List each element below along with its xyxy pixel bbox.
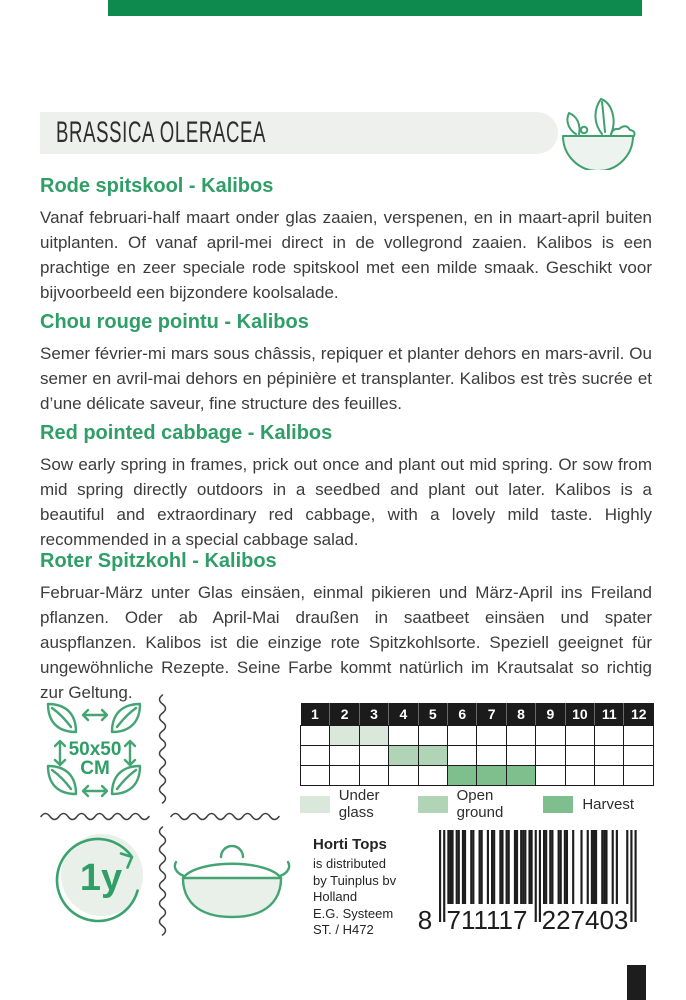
calendar-cell bbox=[565, 746, 594, 766]
section-body-french: Semer février-mi mars sous châssis, repiquer et planter dehors en mars-avril. Ou semer en avril-mai dehors en pépinière et transplanter. Kalibos est très sucrée et d’une délicate saveur, fine structure des feuilles. bbox=[40, 344, 652, 413]
calendar-month-cell: 11 bbox=[595, 703, 624, 726]
calendar-cell bbox=[448, 766, 477, 786]
brand-color-bar bbox=[108, 0, 642, 16]
legend-label: Under glass bbox=[338, 787, 380, 821]
distributor-line: is distributed bbox=[313, 856, 386, 871]
annual-cycle-label: 1y bbox=[79, 857, 123, 899]
calendar-month-cell: 5 bbox=[418, 703, 447, 726]
calendar-cell bbox=[477, 746, 506, 766]
calendar-cell bbox=[595, 766, 624, 786]
distributor-info bbox=[313, 836, 396, 939]
distributor-line: by Tuinplus bv bbox=[313, 872, 397, 888]
calendar-cell bbox=[330, 766, 359, 786]
section-heading-german: Roter Spitzkohl - Kalibos bbox=[40, 550, 277, 572]
calendar-cell bbox=[565, 726, 594, 746]
calendar-month-cell: 9 bbox=[536, 703, 565, 726]
legend-swatch bbox=[300, 796, 330, 813]
divider-wavy-horizontal bbox=[170, 812, 288, 821]
calendar-cell bbox=[389, 726, 418, 746]
calendar-row-open_ground bbox=[301, 746, 654, 766]
spacing-value-label: 50x50 bbox=[68, 739, 122, 760]
barcode-digits: 227403 bbox=[541, 905, 629, 933]
calendar-cell bbox=[536, 746, 565, 766]
calendar-month-cell: 12 bbox=[624, 703, 654, 726]
section-english bbox=[40, 421, 652, 552]
calendar-month-cell: 2 bbox=[330, 703, 359, 726]
calendar-cell bbox=[506, 746, 535, 766]
legend-item-open_ground bbox=[418, 787, 543, 821]
calendar-cell bbox=[506, 766, 535, 786]
calendar-cell bbox=[301, 766, 330, 786]
calendar-month-cell: 7 bbox=[477, 703, 506, 726]
calendar-body bbox=[301, 726, 654, 786]
section-body-german: Februar-März unter Glas einsäen, einmal pikieren und März-April ins Freiland pflanzen. Oder ab April-Mai draußen in saatbeet einsäen und spater auspflanzen. Kalibos ist die einzige rote Spitzkohlsorte. Speziell geeignet für ungewöhnliche Rezepte. Seine Farbe kommt natürlich im Krautsalat so richtig zur Geltung. bbox=[40, 583, 652, 702]
cooking-pot-icon bbox=[172, 840, 292, 925]
section-german bbox=[40, 549, 652, 705]
calendar-cell bbox=[624, 746, 654, 766]
calendar-cell bbox=[506, 726, 535, 746]
section-dutch bbox=[40, 174, 652, 305]
sowing-calendar bbox=[300, 703, 654, 786]
calendar-table bbox=[300, 703, 654, 786]
calendar-cell bbox=[301, 726, 330, 746]
calendar-row-under_glass bbox=[301, 726, 654, 746]
calendar-cell bbox=[301, 746, 330, 766]
section-heading-dutch: Rode spitskool - Kalibos bbox=[40, 175, 274, 197]
distributor-line: E.G. Systeem bbox=[313, 905, 394, 921]
calendar-cell bbox=[418, 766, 447, 786]
calendar-cell bbox=[359, 746, 388, 766]
calendar-cell bbox=[448, 746, 477, 766]
plant-spacing-icon bbox=[40, 698, 148, 806]
calendar-row-harvest bbox=[301, 766, 654, 786]
legend-item-harvest bbox=[543, 796, 634, 813]
calendar-legend bbox=[300, 787, 634, 821]
section-heading-french: Chou rouge pointu - Kalibos bbox=[40, 311, 309, 333]
barcode-digits: 711117 bbox=[446, 905, 528, 933]
calendar-cell bbox=[595, 726, 624, 746]
calendar-cell bbox=[418, 746, 447, 766]
divider-wavy-vertical bbox=[158, 826, 167, 940]
calendar-cell bbox=[389, 766, 418, 786]
calendar-month-cell: 8 bbox=[506, 703, 535, 726]
species-title-band bbox=[40, 112, 558, 154]
calendar-cell bbox=[536, 766, 565, 786]
calendar-cell bbox=[448, 726, 477, 746]
calendar-cell bbox=[624, 726, 654, 746]
species-title: BRASSICA OLERACEA bbox=[56, 116, 267, 149]
calendar-cell bbox=[330, 726, 359, 746]
legend-item-under_glass bbox=[300, 787, 418, 821]
section-french bbox=[40, 310, 652, 416]
calendar-cell bbox=[477, 726, 506, 746]
calendar-cell bbox=[359, 726, 388, 746]
print-registration-mark bbox=[627, 965, 646, 1000]
calendar-month-cell: 10 bbox=[565, 703, 594, 726]
legend-swatch bbox=[543, 796, 573, 813]
calendar-cell bbox=[536, 726, 565, 746]
distributor-line: ST. / H472 bbox=[313, 922, 374, 937]
barcode bbox=[413, 828, 648, 933]
calendar-month-cell: 6 bbox=[448, 703, 477, 726]
barcode-digits: 8 bbox=[417, 905, 433, 933]
calendar-month-cell: 3 bbox=[359, 703, 388, 726]
section-body-dutch: Vanaf februari-half maart onder glas zaaien, verspenen, en in maart-april buiten uitplanten. Of vanaf april-mei direct in de vollegrond zaaien. Kalibos is een prachtige en zeer speciale rode spitskool met een milde smaak. Geschikt voor bijvoorbeeld een bijzondere koolsalade. bbox=[40, 208, 652, 302]
divider-wavy-vertical bbox=[158, 694, 167, 807]
calendar-cell bbox=[624, 766, 654, 786]
legend-label: Harvest bbox=[582, 795, 634, 813]
annual-cycle-icon bbox=[48, 830, 148, 930]
calendar-cell bbox=[565, 766, 594, 786]
calendar-cell bbox=[389, 746, 418, 766]
calendar-cell bbox=[359, 766, 388, 786]
distributor-line: Holland bbox=[313, 889, 358, 904]
calendar-month-row bbox=[301, 703, 654, 726]
calendar-cell bbox=[595, 746, 624, 766]
distributor-lines bbox=[313, 856, 396, 939]
legend-label: Open ground bbox=[456, 787, 504, 821]
calendar-cell bbox=[477, 766, 506, 786]
calendar-cell bbox=[418, 726, 447, 746]
calendar-month-cell: 1 bbox=[301, 703, 330, 726]
calendar-cell bbox=[330, 746, 359, 766]
section-body-english: Sow early spring in frames, prick out once and plant out mid spring. Or sow from mid spring directly outdoors in a seedbed and plant out later. Kalibos is a beautiful and extraordinary red cabbage, with a lovely mild taste. Highly recommended in a special cabbage salad. bbox=[40, 455, 652, 549]
distributor-name: Horti Tops bbox=[313, 836, 387, 853]
spacing-unit-label: CM bbox=[80, 758, 110, 779]
section-heading-english: Red pointed cabbage - Kalibos bbox=[40, 422, 333, 444]
divider-wavy-horizontal bbox=[40, 812, 158, 821]
legend-swatch bbox=[418, 796, 448, 813]
salad-bowl-icon bbox=[556, 96, 640, 170]
calendar-month-cell: 4 bbox=[389, 703, 418, 726]
